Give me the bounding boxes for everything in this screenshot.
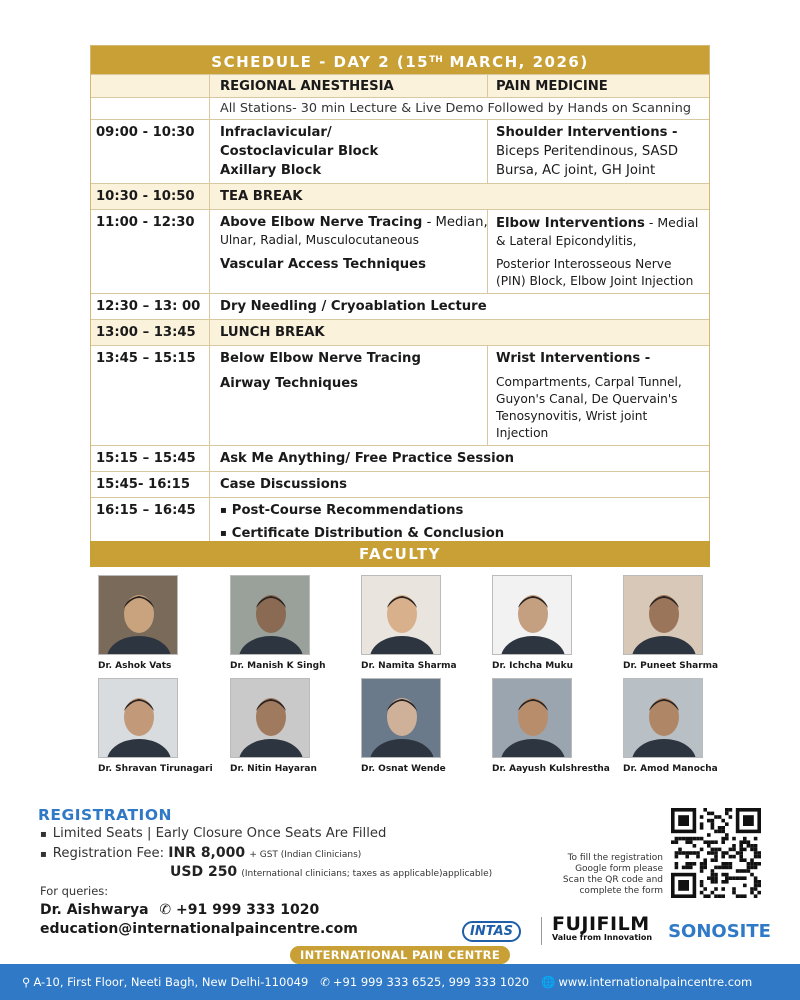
faculty-photo	[361, 575, 441, 655]
phone-icon: ✆	[320, 975, 330, 989]
schedule-note-row	[91, 97, 709, 119]
footer-bar	[0, 964, 800, 1000]
column-regional-anesthesia: REGIONAL ANESTHESIA	[209, 75, 487, 97]
faculty-card	[361, 678, 491, 774]
contact-line: Dr. Aishwarya ✆ +91 999 333 1020	[40, 902, 320, 918]
faculty-name: Dr. Amod Manocha	[623, 764, 718, 774]
column-pain-medicine: PAIN MEDICINE	[487, 75, 709, 97]
faculty-photo	[623, 678, 703, 758]
contact-email[interactable]: education@internationalpaincentre.com	[40, 921, 358, 937]
schedule-title: SCHEDULE - DAY 2 (15TH MARCH, 2026)	[91, 46, 709, 74]
schedule-header-row	[91, 74, 709, 97]
faculty-name: Dr. Ashok Vats	[98, 661, 172, 671]
faculty-card	[230, 678, 360, 774]
schedule-row: 13:45 – 15:15 Below Elbow Nerve Tracing Airway Techniques Wrist Interventions - Compartments, Carpal Tunnel, Guyon's Canal, De Quervain's Tenosynovitis, Wrist joint Injection	[91, 345, 709, 445]
faculty-name: Dr. Namita Sharma	[361, 661, 457, 671]
footer-phones[interactable]: +91 999 333 6525, 999 333 1020	[332, 975, 530, 989]
schedule-row: 11:00 - 12:30 Above Elbow Nerve Tracing - Median, Ulnar, Radial, Musculocutaneous Vascular Access Techniques Elbow Interventions - Medial & Lateral Epicondylitis, Posterior Interosseous Nerve (PIN) Block, Elbow Joint Injection	[91, 209, 709, 293]
footer-website[interactable]: www.internationalpaincentre.com	[558, 975, 753, 989]
faculty-name: Dr. Osnat Wende	[361, 764, 446, 774]
faculty-name: Dr. Aayush Kulshrestha	[492, 764, 610, 774]
schedule-row: 13:00 – 13:45 LUNCH BREAK	[91, 319, 709, 345]
globe-icon: 🌐	[541, 975, 556, 989]
faculty-photo	[492, 678, 572, 758]
faculty-card	[98, 575, 228, 671]
sponsor-logos	[462, 914, 771, 948]
sonosite-logo: SONOSITE	[668, 920, 771, 942]
faculty-name: Dr. Ichcha Muku	[492, 661, 573, 671]
faculty-card	[623, 575, 753, 671]
qr-note: To fill the registration Google form please Scan the QR code and complete the form	[562, 853, 663, 896]
location-pin-icon: ⚲	[22, 975, 31, 989]
faculty-photo	[230, 575, 310, 655]
schedule-row: 09:00 - 10:30 Infraclavicular/ Costoclavicular Block Axillary Block Shoulder Interventions - Biceps Peritendinous, SASD Bursa, AC joint, GH Joint	[91, 119, 709, 183]
faculty-photo	[623, 575, 703, 655]
fee-line-inr: ▪ Registration Fee: INR 8,000 + GST (Indian Clinicians)	[40, 845, 361, 861]
fee-line-usd: USD 250 (International clinicians; taxes as applicable)applicable)	[170, 864, 493, 880]
contact-phone[interactable]: +91 999 333 1020	[176, 902, 320, 918]
registration-title: REGISTRATION	[38, 806, 172, 824]
schedule-row: 15:15 – 15:45 Ask Me Anything/ Free Practice Session	[91, 445, 709, 471]
schedule-row: 10:30 - 10:50 TEA BREAK	[91, 183, 709, 209]
phone-icon: ✆	[159, 902, 172, 918]
footer-address: A-10, First Floor, Neeti Bagh, New Delhi-110049	[33, 975, 309, 989]
faculty-card	[230, 575, 360, 671]
organization-label: INTERNATIONAL PAIN CENTRE	[290, 946, 510, 964]
faculty-photo	[98, 575, 178, 655]
queries-label: For queries:	[40, 884, 109, 898]
qr-code[interactable]	[671, 808, 761, 898]
stations-note: All Stations- 30 min Lecture & Live Demo Followed by Hands on Scanning	[209, 98, 709, 119]
faculty-name: Dr. Manish K Singh	[230, 661, 326, 671]
limited-seats-line: ▪ Limited Seats | Early Closure Once Seats Are Filled	[40, 826, 386, 841]
fujifilm-logo: FUJIFILM Value from Innovation	[552, 913, 653, 942]
faculty-card	[492, 575, 622, 671]
faculty-name: Dr. Shravan Tirunagari	[98, 764, 213, 774]
faculty-card	[98, 678, 228, 774]
faculty-photo	[230, 678, 310, 758]
schedule-table	[90, 45, 710, 547]
faculty-name: Dr. Nitin Hayaran	[230, 764, 317, 774]
faculty-card	[492, 678, 622, 774]
faculty-photo	[98, 678, 178, 758]
schedule-row: 12:30 – 13: 00 Dry Needling / Cryoablation Lecture	[91, 293, 709, 319]
schedule-row: 15:45- 16:15 Case Discussions	[91, 471, 709, 497]
faculty-photo	[492, 575, 572, 655]
faculty-name: Dr. Puneet Sharma	[623, 661, 719, 671]
intas-logo: INTAS	[462, 921, 521, 942]
faculty-card	[623, 678, 753, 774]
faculty-card	[361, 575, 491, 671]
faculty-title: FACULTY	[90, 541, 710, 567]
schedule-row: 16:15 – 16:45 ▪ Post-Course Recommendations ▪ Certificate Distribution & Conclusion	[91, 497, 709, 546]
faculty-photo	[361, 678, 441, 758]
